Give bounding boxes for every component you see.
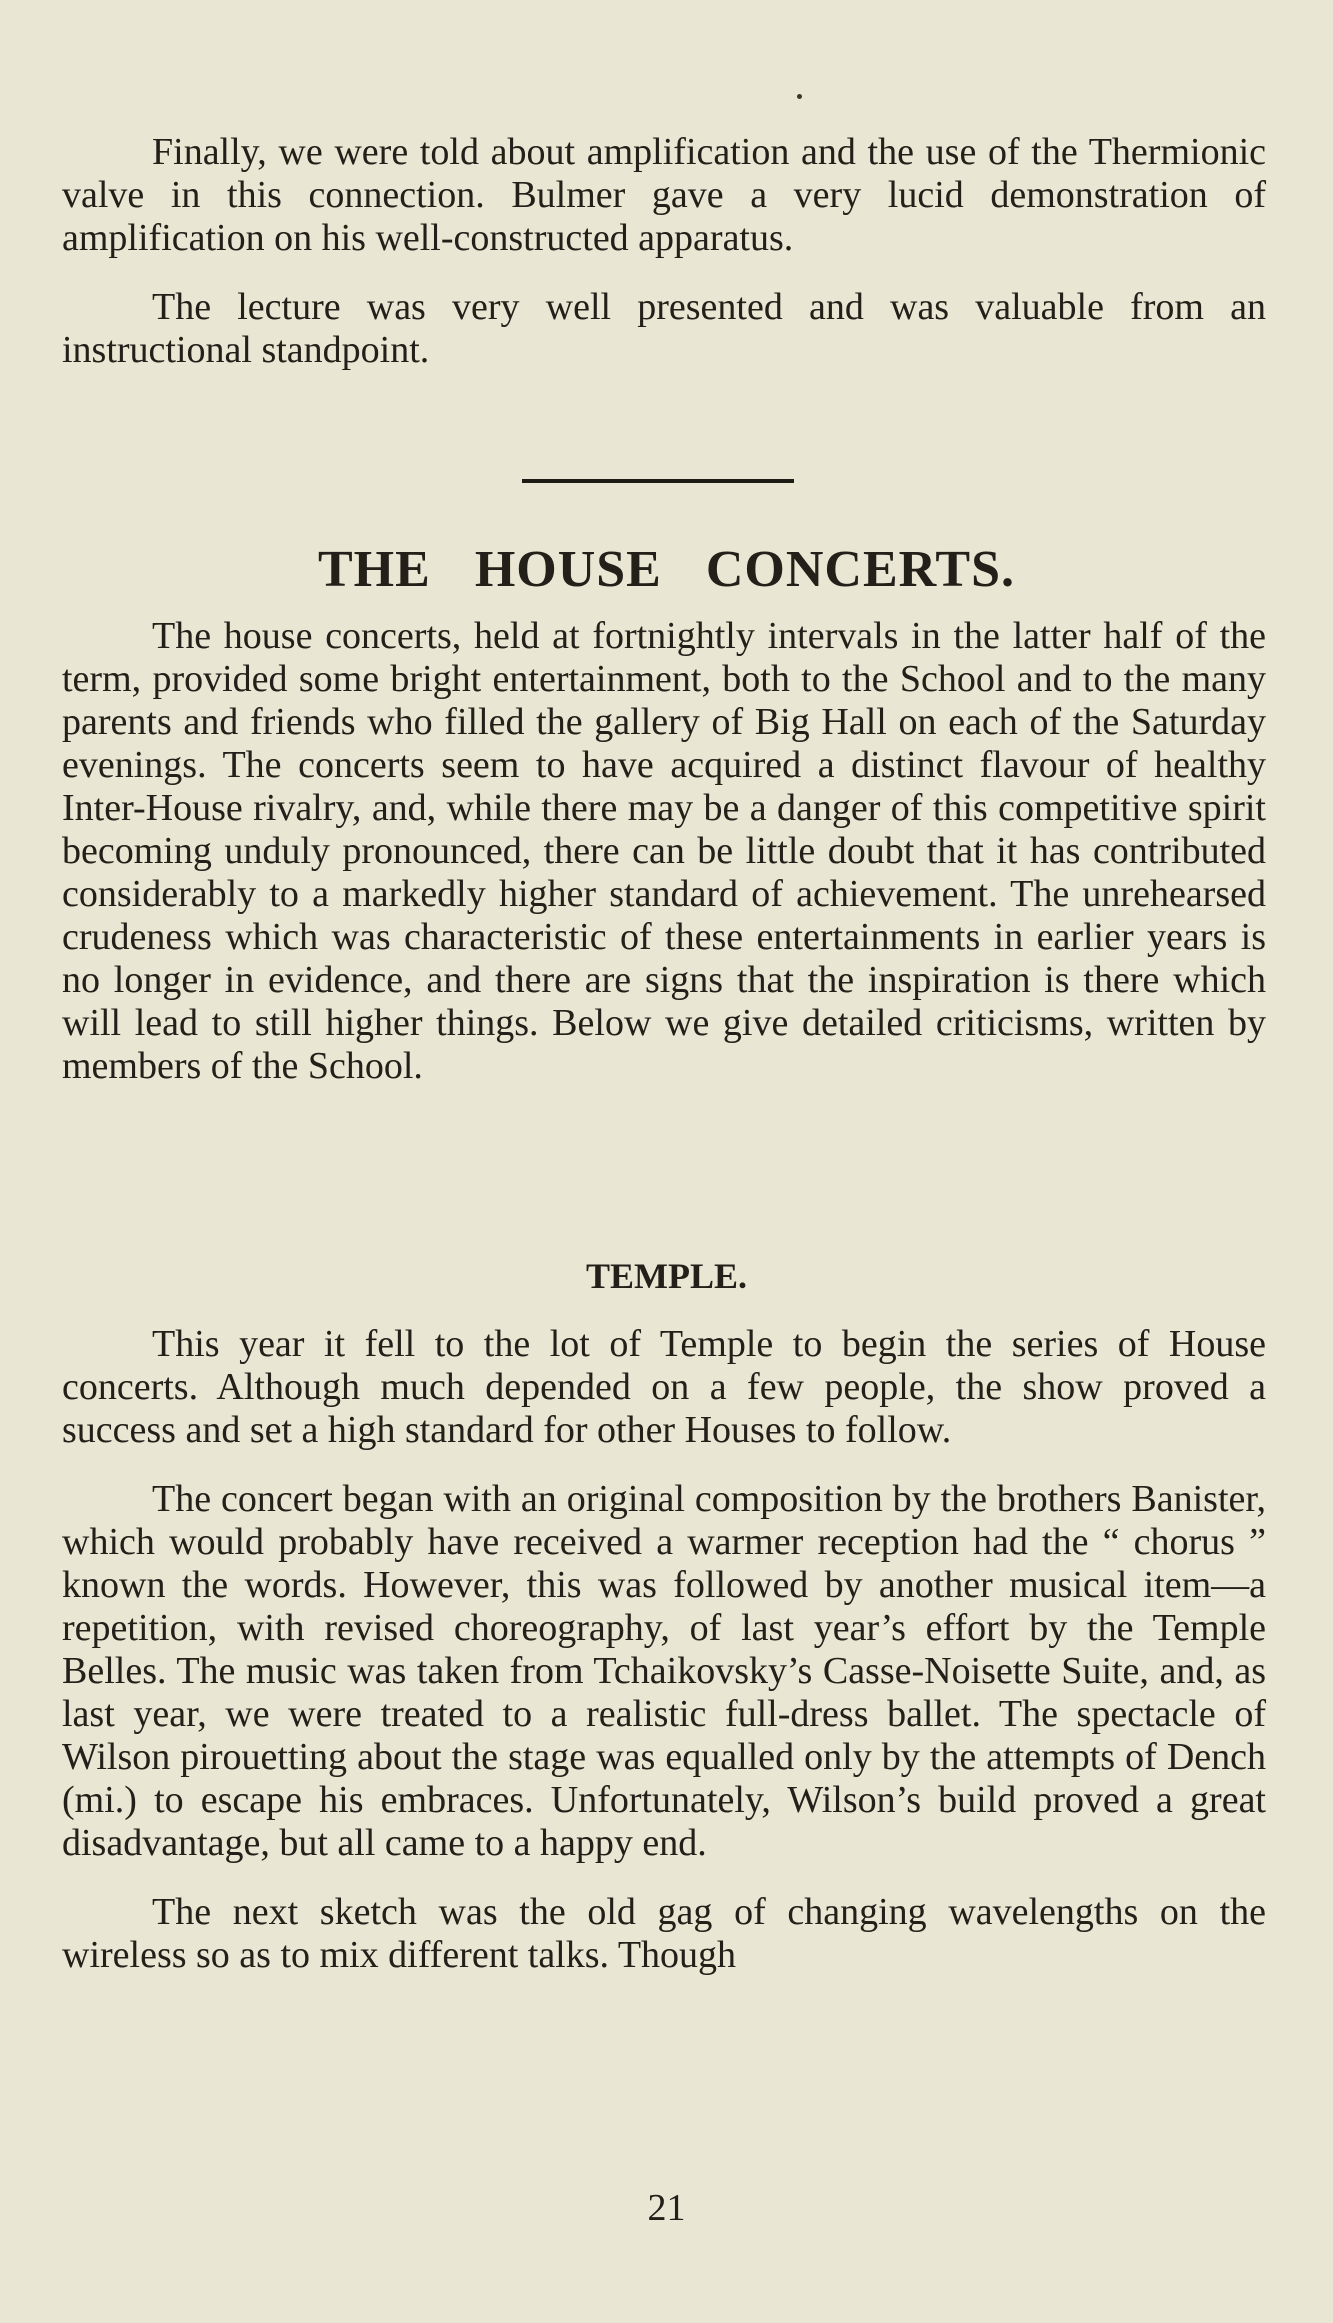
paragraph-intro: The house concerts, held at fortnightly intervals in the latter half of the term, provided some bright entertainment, both to the School and to the many parents and friends who filled the gallery of Big Hall on each of the Saturday evenings. The concerts seem to have acquired a distinct flavour of healthy Inter-House rivalry, and, while there may be a danger of this competitive spirit becoming unduly pronounced, there can be little doubt that it has contributed considerably to a markedly higher standard of achievement. The unrehearsed crudeness which was characteristic of these entertainments in earlier years is no longer in evidence, and there are signs that the inspiration is there which will lead to still higher things. Below we give detailed criticisms, written by members of the School. [62, 615, 1266, 1087]
temple-review [62, 1323, 1266, 1977]
subsection-title-temple: TEMPLE. [585, 1256, 747, 1296]
paragraph-temple-opening: This year it fell to the lot of Temple to begin the series of House concerts. Although much depended on a few people, the show proved a success and set a high standard for other Houses to follow. [62, 1323, 1266, 1451]
paragraph-temple-sketch: The next sketch was the old gag of changing wavelengths on the wireless so as to mix different talks. Though [62, 1891, 1266, 1976]
page-number: 21 [647, 2187, 686, 2229]
house-concerts-intro [62, 615, 1266, 1088]
ink-speck [797, 94, 802, 99]
section-divider [522, 479, 794, 483]
paragraph-amplification: Finally, we were told about amplification and the use of the Thermionic valve in this connection. Bulmer gave a very lucid demonstration of amplification on his well-constructed apparatus. [62, 131, 1266, 259]
paragraph-lecture-summary: The lecture was very well presented and was valuable from an instructional standpoint. [62, 286, 1266, 371]
section-title: THE HOUSE CONCERTS. [318, 541, 1015, 598]
paragraph-temple-concert: The concert began with an original composition by the brothers Banister, which would probably have received a warmer reception had the “ chorus ” known the words. However, this was followed by another musical item—a repetition, with revised choreography, of last year’s effort by the Temple Belles. The music was taken from Tchaikovsky’s Casse-Noisette Suite, and, as last year, we were treated to a realistic full-dress ballet. The spectacle of Wilson pirouetting about the stage was equalled only by the attempts of Dench (mi.) to escape his embraces. Unfortunately, Wilson’s build proved a great disadvantage, but all came to a happy end. [62, 1478, 1266, 1864]
lecture-conclusion [62, 131, 1266, 372]
